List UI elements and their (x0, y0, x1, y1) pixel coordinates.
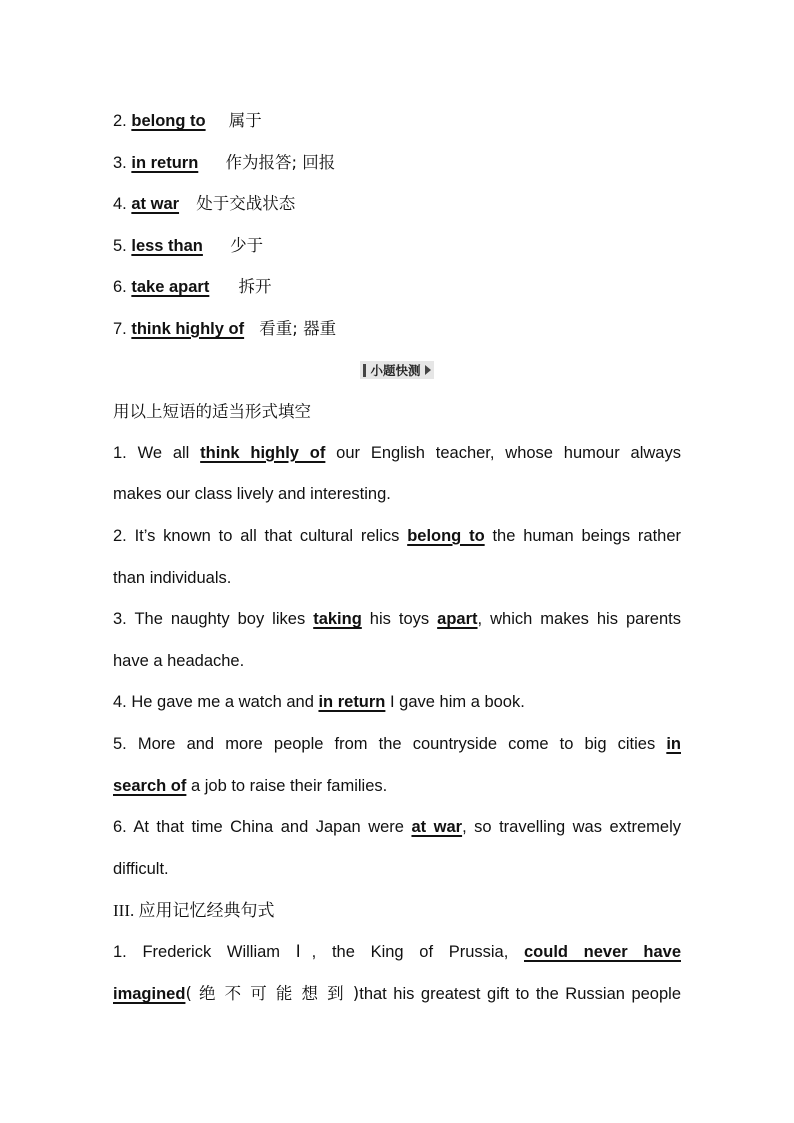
phrase-answer: in return (131, 153, 199, 172)
phrase-answer: take apart (131, 278, 210, 297)
exercise-6-line-1: 6. At that time China and Japan were at war, so travelling was extremely (113, 818, 681, 837)
sentence-1-line-1: 1. Frederick William Ⅰ, the King of Prussia, could never have (113, 942, 681, 961)
answer: in (666, 734, 681, 753)
exercise-1-line-2: makes our class lively and interesting. (113, 485, 391, 504)
answer: apart (437, 610, 478, 629)
banner-triangle-icon (425, 365, 431, 375)
answer: search of (113, 776, 187, 795)
section-banner-row (113, 350, 681, 392)
exercise-4-line-1: 4. He gave me a watch and in return I gave him a book. (113, 693, 525, 712)
section-banner: 小题快测 (360, 361, 433, 379)
phrase-meaning: 作为报答; 回报 (225, 152, 336, 172)
banner-bar-icon (363, 364, 366, 377)
exercise-1-line-1: 1. We all think highly of our English teacher, whose humour always (113, 443, 681, 462)
answer: at war (411, 818, 463, 837)
exercise-6-line-2: difficult. (113, 859, 169, 878)
phrase-meaning: 少于 (230, 235, 264, 255)
phrase-item: 3. in return 作为报答; 回报 (113, 152, 336, 172)
exercise-3-line-1: 3. The naughty boy likes taking his toys apart, which makes his parents (113, 610, 681, 629)
phrase-meaning: 处于交战状态 (196, 194, 296, 214)
phrase-meaning: 看重; 器重 (259, 318, 337, 338)
phrase-answer: think highly of (131, 319, 245, 338)
phrase-answer: belong to (131, 112, 206, 130)
phrase-item: 4. at war 处于交战状态 (113, 194, 296, 214)
exercise-2-line-2: than individuals. (113, 568, 232, 587)
exercise-5-line-2: search of a job to raise their families. (113, 776, 388, 795)
phrase-item: 5. less than 少于 (113, 235, 264, 255)
answer: belong to (407, 526, 485, 545)
exercise-2-line-1: 2. It’s known to all that cultural relics belong to the human beings rather (113, 526, 681, 545)
phrase-item: 2. belong to 属于 (113, 111, 262, 130)
answer: in return (318, 693, 386, 712)
section-3-title: III. 应用记忆经典句式 (113, 901, 275, 921)
phrase-answer: at war (131, 195, 180, 214)
sentence-1-line-2: imagined( 绝 不 可 能 想 到 )that his greatest gift to the Russian people (113, 984, 681, 1004)
instruction: 用以上短语的适当形式填空 (113, 402, 311, 422)
answer: imagined (113, 985, 186, 1004)
phrase-item: 7. think highly of 看重; 器重 (113, 318, 337, 338)
exercise-3-line-2: have a headache. (113, 651, 245, 670)
answer: taking (313, 610, 362, 629)
document-page (113, 100, 681, 1015)
phrase-meaning: 属于 (228, 111, 262, 130)
exercise-5-line-1: 5. More and more people from the countryside come to big cities in (113, 734, 681, 753)
phrase-meaning: 拆开 (238, 277, 272, 297)
phrase-answer: less than (131, 236, 203, 255)
phrase-item: 6. take apart 拆开 (113, 277, 272, 297)
answer: think highly of (200, 443, 326, 462)
answer: could never have (524, 942, 681, 961)
